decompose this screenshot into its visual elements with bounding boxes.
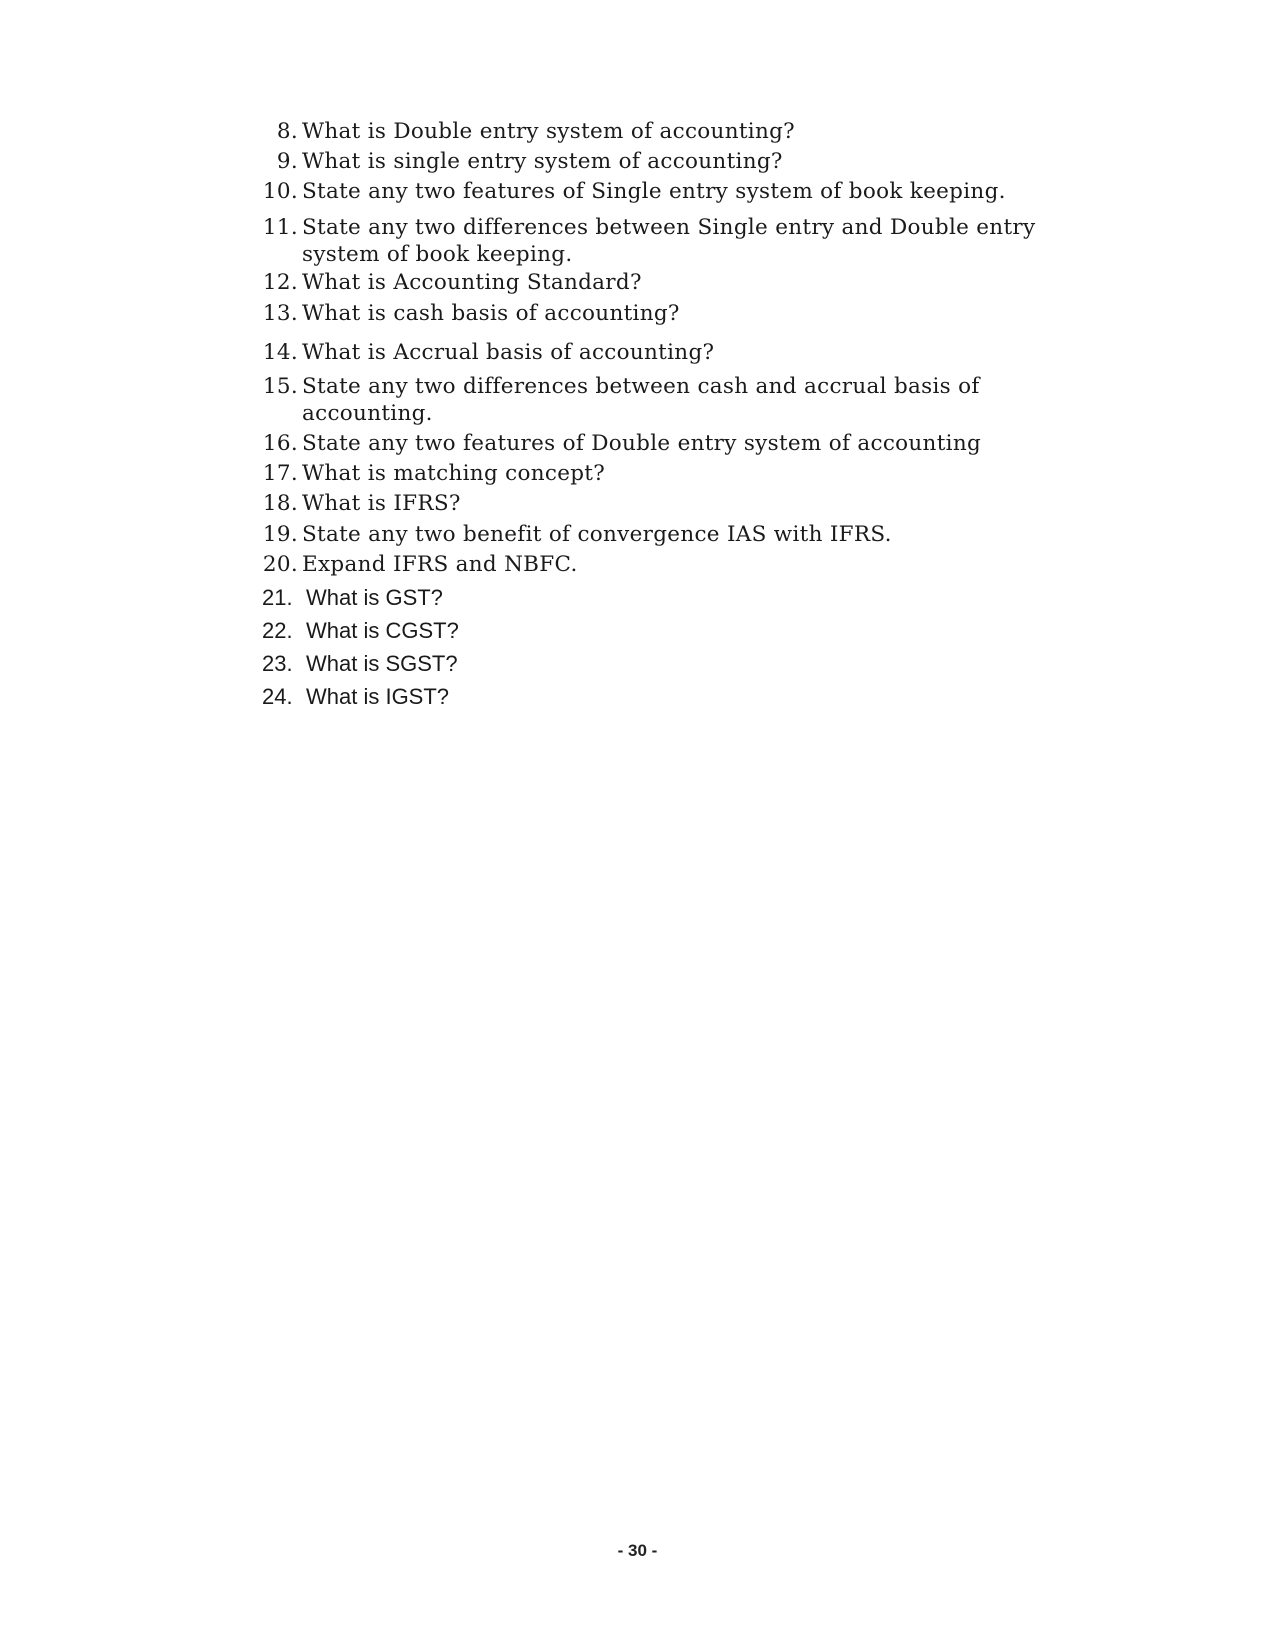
question-number: 8. <box>276 119 298 144</box>
question-item <box>262 214 1082 268</box>
question-number: 20. <box>262 552 298 577</box>
question-item <box>262 300 1082 327</box>
question-item <box>262 148 1082 175</box>
question-item <box>262 490 1082 517</box>
question-text: What is Double entry system of accounting? <box>302 119 796 144</box>
question-item <box>262 269 1082 296</box>
question-text: What is Accounting Standard? <box>302 270 642 295</box>
question-item <box>262 118 1082 145</box>
question-text: What is IFRS? <box>302 491 461 516</box>
question-number: 14. <box>262 340 298 365</box>
question-number: 12. <box>262 270 298 295</box>
question-item <box>262 373 1082 427</box>
question-item <box>262 521 1082 548</box>
page-number: - 30 - <box>617 1541 658 1560</box>
question-item <box>262 584 1082 611</box>
question-item <box>262 683 1082 710</box>
question-number: 9. <box>276 149 298 174</box>
question-number: 22. <box>262 618 293 643</box>
question-text: What is IGST? <box>306 684 450 709</box>
question-text: State any two features of Single entry system of book keeping. <box>302 179 1006 204</box>
question-text: Expand IFRS and NBFC. <box>302 552 578 577</box>
question-text: What is Accrual basis of accounting? <box>302 340 715 365</box>
question-item <box>262 430 1082 457</box>
question-text: State any two benefit of convergence IAS with IFRS. <box>302 522 892 547</box>
question-number: 24. <box>262 684 293 709</box>
question-number: 21. <box>262 585 293 610</box>
question-item <box>262 178 1082 205</box>
question-text: What is GST? <box>306 585 443 610</box>
question-item <box>262 460 1082 487</box>
question-number: 15. <box>262 374 298 399</box>
question-number: 18. <box>262 491 298 516</box>
question-text: What is CGST? <box>306 618 459 643</box>
question-text: What is SGST? <box>306 651 458 676</box>
question-item <box>262 617 1082 644</box>
question-text: What is single entry system of accounting? <box>302 149 783 174</box>
question-text: State any two differences between Single entry and Double entry system of book keeping. <box>302 215 1036 267</box>
question-text: What is cash basis of accounting? <box>302 301 680 326</box>
question-number: 10. <box>262 179 298 204</box>
question-number: 17. <box>262 461 298 486</box>
question-number: 13. <box>262 301 298 326</box>
question-number: 16. <box>262 431 298 456</box>
question-item <box>262 339 1082 366</box>
question-text: What is matching concept? <box>302 461 606 486</box>
question-text: State any two differences between cash and accrual basis of accounting. <box>302 374 980 426</box>
question-number: 19. <box>262 522 298 547</box>
question-text: State any two features of Double entry system of accounting <box>302 431 982 456</box>
question-number: 23. <box>262 651 293 676</box>
question-item <box>262 650 1082 677</box>
question-item <box>262 551 1082 578</box>
question-number: 11. <box>262 215 298 240</box>
